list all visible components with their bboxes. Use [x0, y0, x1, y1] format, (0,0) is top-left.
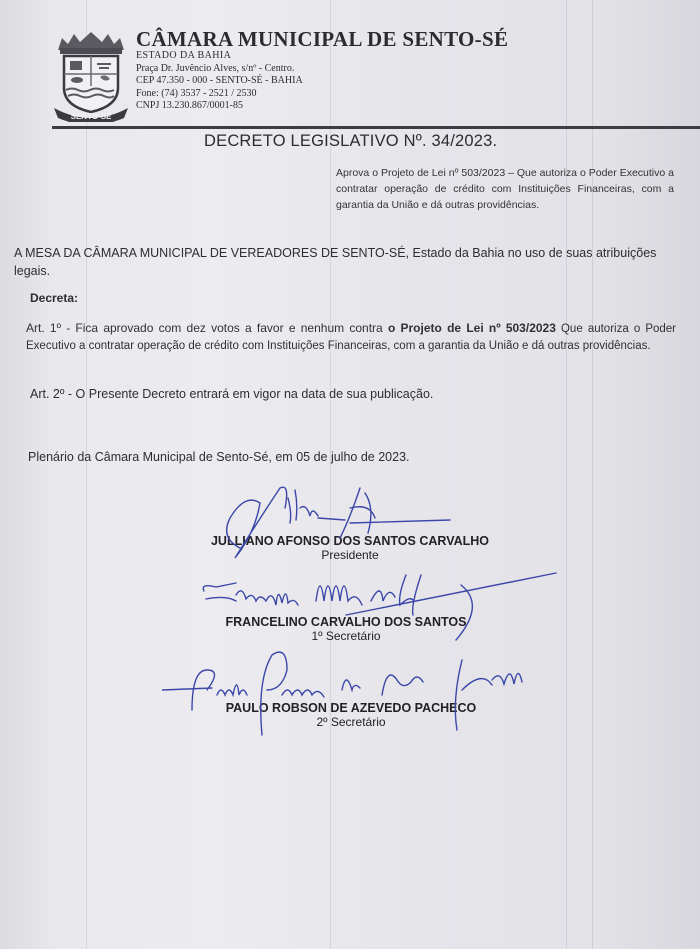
state-name: ESTADO DA BAHIA — [136, 50, 232, 61]
decreta-heading: Decreta: — [30, 291, 79, 305]
municipal-coat-of-arms-icon — [52, 30, 130, 122]
signatory-role: Presidente — [321, 548, 379, 562]
preamble: A MESA DA CÂMARA MUNICIPAL DE VEREADORES DE SENTO-SÉ, Estado da Bahia no uso de suas atribuições legais. — [14, 246, 657, 278]
signature-block-first-secretary — [196, 615, 496, 644]
header-divider — [52, 126, 700, 129]
article-2-label: Art. 2º — [30, 387, 65, 401]
article-1: Art. 1º - Fica aprovado com dez votos a favor e nenhum contra o Projeto de Lei nº 503/2023 Que autoriza o Poder Executivo a contratar operação de crédito com Instituições Financeiras, com a garantia da União e dá outras providências. — [26, 321, 677, 352]
bill-reference: o Projeto de Lei nº 503/2023 — [387, 321, 556, 335]
article-2: Art. 2º - O Presente Decreto entrará em vigor na data de sua publicação. — [30, 387, 434, 401]
ementa: Aprova o Projeto de Lei nº 503/2023 – Que autoriza o Poder Executivo a contratar operação de crédito com Instituições Financeiras, com a garantia da União e dá outras providências. — [336, 167, 674, 211]
signatory-name: FRANCELINO CARVALHO DOS SANTOS — [225, 615, 467, 629]
signature-block-second-secretary — [196, 701, 506, 730]
cep: CEP 47.350 - 000 - SENTO-SÉ - BAHIA — [136, 75, 303, 86]
signatory-name: JULLIANO AFONSO DOS SANTOS CARVALHO — [210, 534, 490, 548]
article-1-label: Art. 1º — [26, 321, 61, 335]
address: Praça Dr. Juvêncio Alves, s/nº - Centro. — [136, 62, 295, 74]
phone: Fone: (74) 3537 - 2521 / 2530 — [136, 87, 257, 99]
signatory-role: 2º Secretário — [316, 715, 386, 729]
signature-block-president — [180, 534, 520, 563]
signatory-role: 1º Secretário — [311, 629, 381, 643]
paper-crease — [566, 0, 567, 949]
svg-text:SENTO-SÉ: SENTO-SÉ — [70, 112, 112, 121]
place-and-date: Plenário da Câmara Municipal de Sento-Sé, em 05 de julho de 2023. — [28, 450, 410, 464]
document-title: DECRETO LEGISLATIVO Nº. 34/2023. — [204, 132, 498, 150]
letterhead — [52, 28, 700, 123]
paper-crease — [592, 0, 593, 949]
cnpj: CNPJ 13.230.867/0001-85 — [136, 100, 243, 111]
signatory-name: PAULO ROBSON DE AZEVEDO PACHECO — [225, 701, 477, 715]
paper-crease — [86, 0, 87, 949]
institution-name: CÂMARA MUNICIPAL DE SENTO-SÉ — [136, 27, 509, 51]
